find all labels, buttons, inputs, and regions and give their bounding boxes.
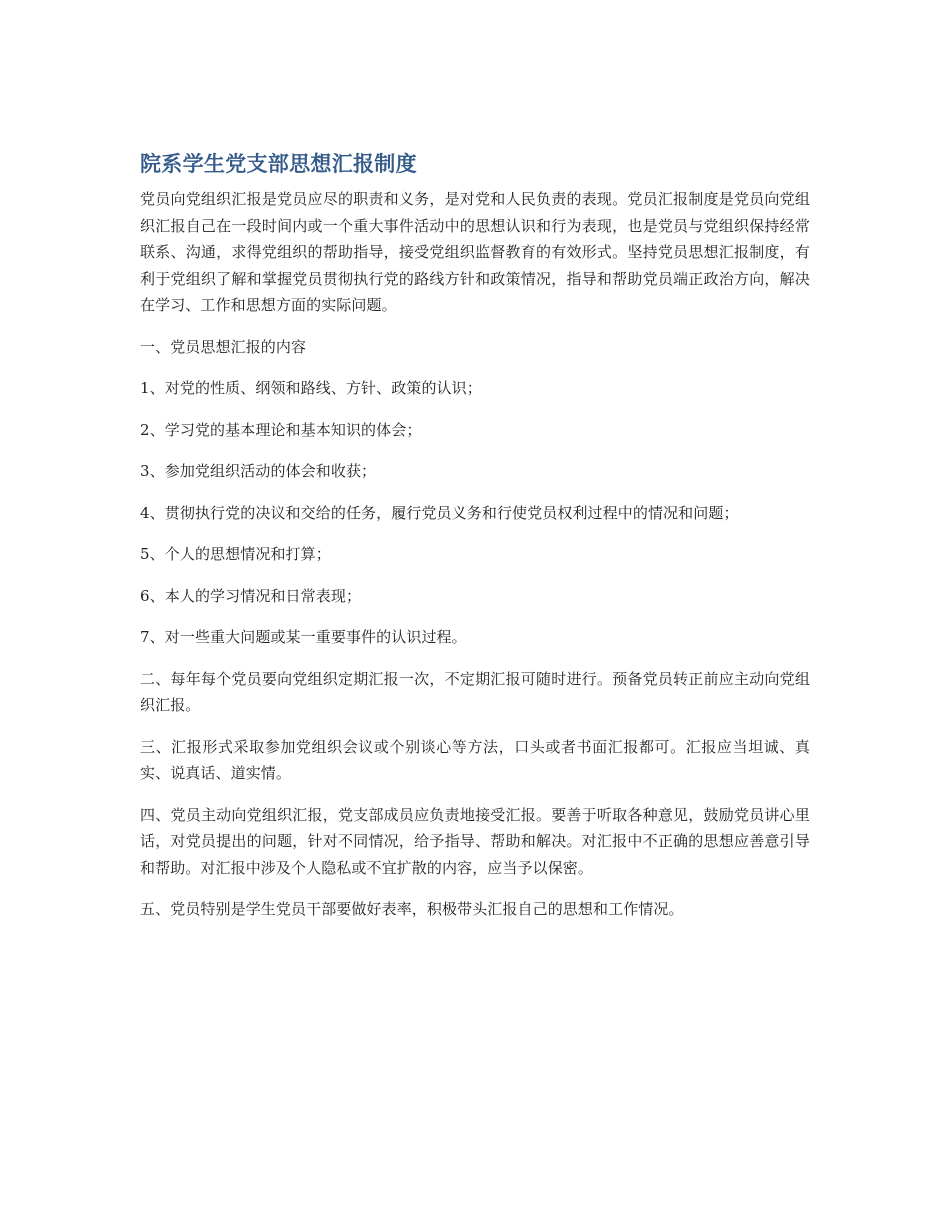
document-title: 院系学生党支部思想汇报制度 <box>140 152 417 176</box>
section-2-paragraph: 二、每年每个党员要向党组织定期汇报一次，不定期汇报可随时进行。预备党员转正前应主动向党组织汇报。 <box>140 669 810 714</box>
content-item-4: 4、贯彻执行党的决议和交给的任务，履行党员义务和行使党员权利过程中的情况和问题； <box>140 503 739 522</box>
intro-paragraph: 党员向党组织汇报是党员应尽的职责和义务，是对党和人民负责的表现。党员汇报制度是党员向党组织汇报自己在一段时间内或一个重大事件活动中的思想认识和行为表现，也是党员与党组织保持经常联系、沟通，求得党组织的帮助指导，接受党组织监督教育的有效形式。坚持党员思想汇报制度，有利于党组织了解和掌握党员贯彻执行党的路线方针和政策情况，指导和帮助党员端正政治方向，解决在学习、工作和思想方面的实际问题。 <box>140 190 810 314</box>
content-item-1: 1、对党的性质、纲领和路线、方针、政策的认识； <box>140 379 482 397</box>
content-item-5: 5、个人的思想情况和打算； <box>140 545 331 563</box>
content-item-3: 3、参加党组织活动的体会和收获； <box>140 462 377 480</box>
section-4-paragraph: 四、党员主动向党组织汇报，党支部成员应负责地接受汇报。要善于听取各种意见，鼓励党员讲心里话，对党员提出的问题，针对不同情况，给予指导、帮助和解决。对汇报中不正确的思想应善意引导和帮助。对汇报中涉及个人隐私或不宜扩散的内容，应当予以保密。 <box>140 805 810 877</box>
document-body <box>140 148 810 938</box>
section-5-paragraph: 五、党员特别是学生党员干部要做好表率，积极带头汇报自己的思想和工作情况。 <box>140 900 684 918</box>
section-1-heading: 一、党员思想汇报的内容 <box>140 337 307 356</box>
section-3-paragraph: 三、汇报形式采取参加党组织会议或个别谈心等方法，口头或者书面汇报都可。汇报应当坦诚、真实、说真话、道实情。 <box>140 737 810 782</box>
content-item-7: 7、对一些重大问题或某一重要事件的认识过程。 <box>140 628 467 646</box>
content-item-6: 6、本人的学习情况和日常表现； <box>140 586 362 605</box>
content-item-2: 2、学习党的基本理论和基本知识的体会； <box>140 420 422 439</box>
